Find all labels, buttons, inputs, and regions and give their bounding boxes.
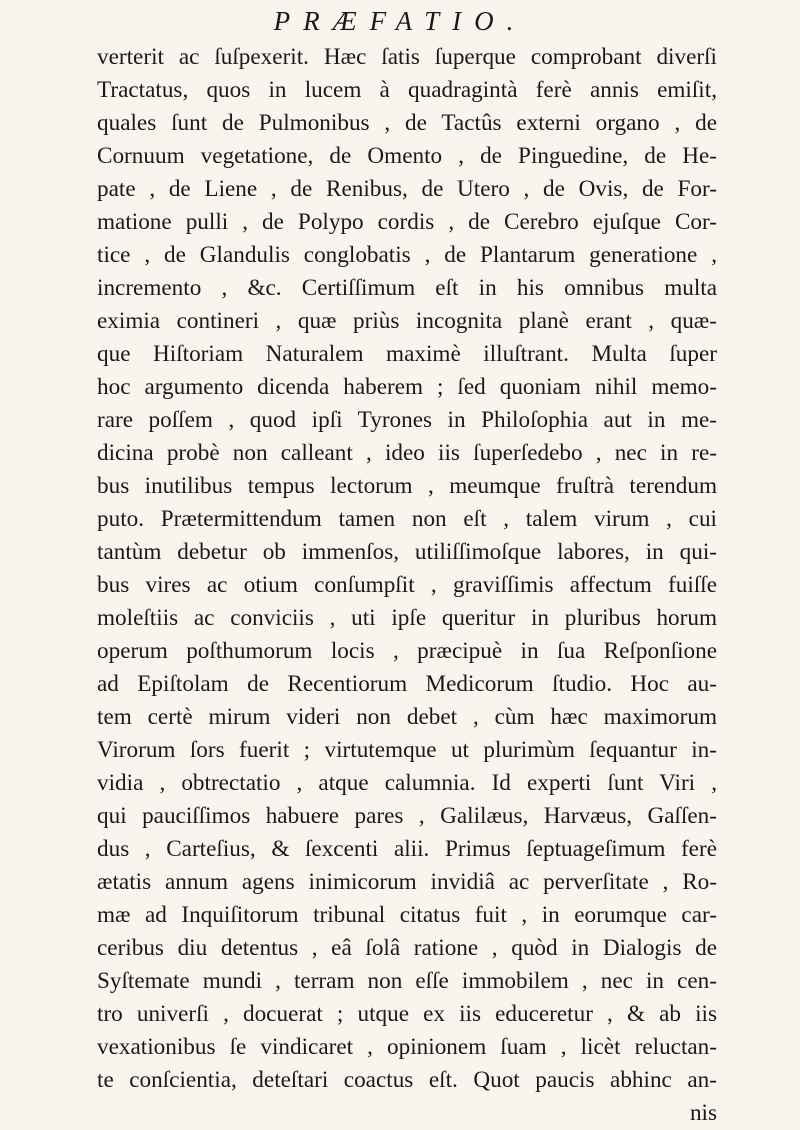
text-line: mæ ad Inquiſitorum tribunal citatus fuit , in eorumque car-	[97, 902, 717, 928]
text-line: tro univerſi , docuerat ; utque ex iis educeretur , & ab iis	[97, 1001, 717, 1027]
text-line: moleſtiis ac conviciis , uti ipſe queritur in pluribus horum	[97, 605, 717, 631]
text-line: hoc argumento dicenda haberem ; ſed quoniam nihil memo-	[97, 374, 717, 400]
text-line: ætatis annum agens inimicorum invidiâ ac perverſitate , Ro-	[97, 869, 717, 895]
text-line: te conſcientia, deteſtari coactus eſt. Quot paucis abhinc an-	[97, 1067, 717, 1093]
catchword: nis	[689, 1100, 717, 1126]
text-line: bus vires ac otium conſumpſit , graviſſimis affectum fuiſſe	[97, 572, 717, 598]
text-line: eximia contineri , quæ priùs incognita planè erant , quæ-	[97, 308, 717, 334]
text-line: puto. Prætermittendum tamen non eſt , talem virum , cui	[97, 506, 717, 532]
text-line: Virorum ſors fuerit ; virtutemque ut plurimùm ſequantur in-	[97, 737, 717, 763]
text-line: operum poſthumorum locis , præcipuè in ſua Reſponſione	[97, 638, 717, 664]
text-line: tem certè mirum videri non debet , cùm hæc maximorum	[97, 704, 717, 730]
text-line: tice , de Glandulis conglobatis , de Plantarum generatione ,	[97, 242, 717, 268]
text-line: bus inutilibus tempus lectorum , meumque fruſtrà terendum	[97, 473, 717, 499]
text-line: qui pauciſſimos habuere pares , Galilæus, Harvæus, Gaſſen-	[97, 803, 717, 829]
text-line: tantùm debetur ob immenſos, utiliſſimoſque labores, in qui-	[97, 539, 717, 565]
text-line: verterit ac ſuſpexerit. Hæc ſatis ſuperque comprobant diverſi	[97, 44, 717, 70]
text-line: que Hiſtoriam Naturalem maximè illuſtrant. Multa ſuper	[97, 341, 717, 367]
text-line: ceribus diu detentus , eâ ſolâ ratione , quòd in Dialogis de	[97, 935, 717, 961]
text-line: vexationibus ſe vindicaret , opinionem ſuam , licèt reluctan-	[97, 1034, 717, 1060]
text-line: vidia , obtrectatio , atque calumnia. Id experti ſunt Viri ,	[97, 770, 717, 796]
text-line: quales ſunt de Pulmonibus , de Tactûs externi organo , de	[97, 110, 717, 136]
text-line: dicina probè non calleant , ideo iis ſuperſedebo , nec in re-	[97, 440, 717, 466]
text-line: matione pulli , de Polypo cordis , de Cerebro ejuſque Cor-	[97, 209, 717, 235]
text-line: Tractatus, quos in lucem à quadragintà ferè annis emiſit,	[97, 77, 717, 103]
text-line: pate , de Liene , de Renibus, de Utero , de Ovis, de For-	[97, 176, 717, 202]
text-line: Syſtemate mundi , terram non eſſe immobilem , nec in cen-	[97, 968, 717, 994]
preface-text	[97, 41, 717, 1130]
text-line: incremento , &c. Certiſſimum eſt in his omnibus multa	[97, 275, 717, 301]
text-line: dus , Carteſius, & ſexcenti alii. Primus ſeptuageſimum ferè	[97, 836, 717, 862]
text-line: ad Epiſtolam de Recentiorum Medicorum ſtudio. Hoc au-	[97, 671, 717, 697]
text-line: Cornuum vegetatione, de Omento , de Pinguedine, de He-	[97, 143, 717, 169]
running-title: PRÆFATIO.	[273, 6, 527, 36]
text-line: rare poſſem , quod ipſi Tyrones in Philoſophia aut in me-	[97, 407, 717, 433]
